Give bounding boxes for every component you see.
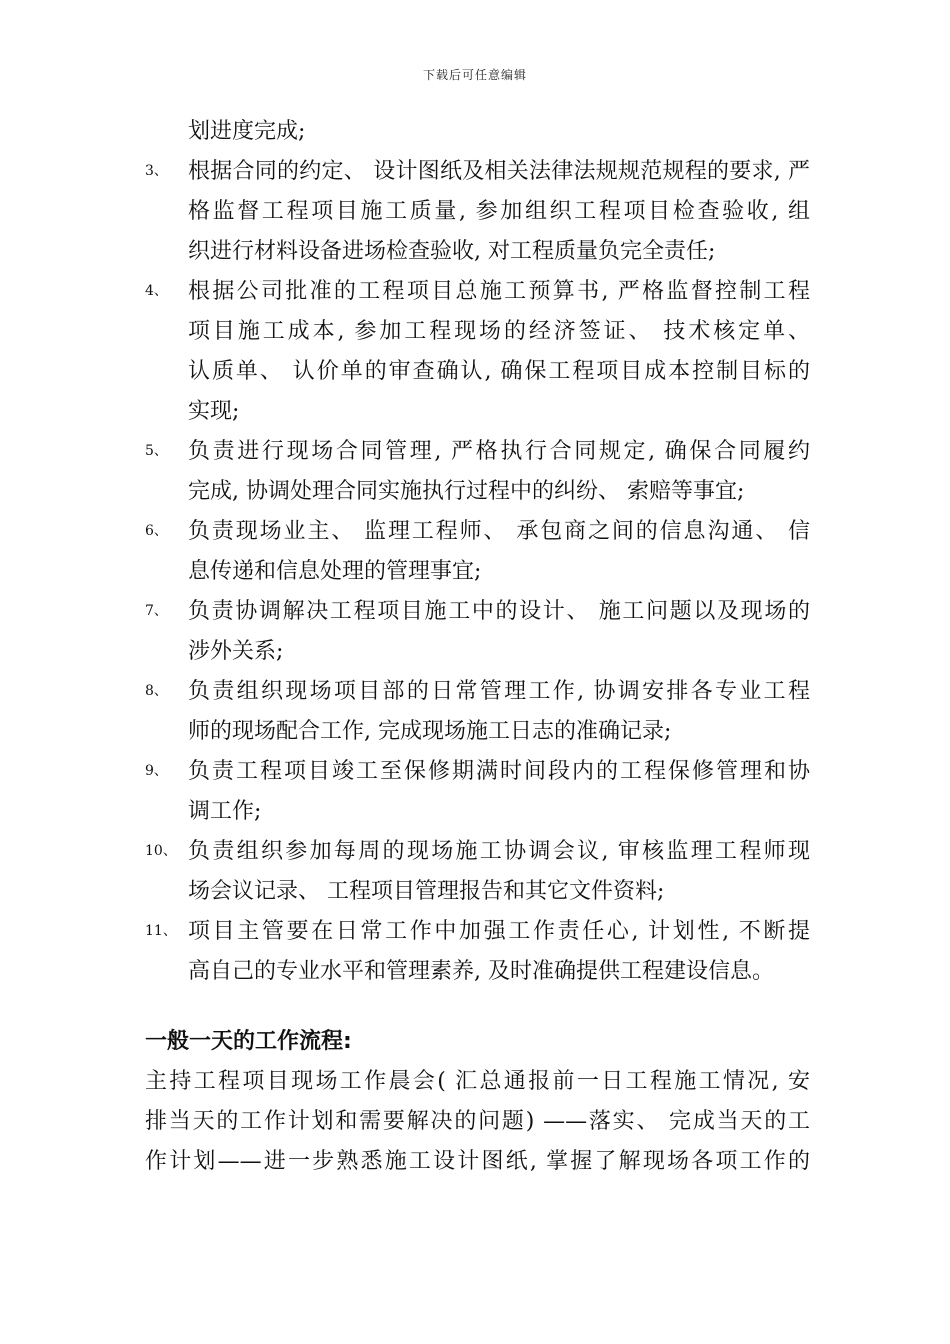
item-line: 场会议记录、 工程项目管理报告和其它文件资料; [188,879,665,904]
item-line: 负责进行现场合同管理, 严格执行合同规定, 确保合同履约 [188,439,810,464]
list-item-9 [145,758,810,825]
item-number: 7、 [145,603,168,619]
paragraph-line: 排当天的工作计划和需要解决的问题) ——落实、 完成当天的工 [145,1109,810,1134]
item-number: 6、 [145,523,168,539]
list-item-7 [145,598,810,665]
item-number: 9、 [145,763,168,779]
item-line: 织进行材料设备进场检查验收, 对工程质量负完全责任; [188,239,716,264]
paragraph-line: 作计划——进一步熟悉施工设计图纸, 掌握了解现场各项工作的 [145,1149,810,1174]
item-line: 负责组织现场项目部的日常管理工作, 协调安排各专业工程 [188,679,810,704]
item-line: 根据合同的约定、 设计图纸及相关法律法规规范规程的要求, 严 [188,159,810,184]
item-number: 11、 [145,923,177,939]
item-line: 涉外关系; [188,639,284,664]
item-line: 师的现场配合工作, 完成现场施工日志的准确记录; [188,719,672,744]
item-line: 根据公司批准的工程项目总施工预算书, 严格监督控制工程 [188,279,810,304]
item-line: 负责现场业主、 监理工程师、 承包商之间的信息沟通、 信 [188,519,810,544]
item-line: 负责工程项目竣工至保修期满时间段内的工程保修管理和协 [188,759,810,784]
item-line: 完成, 协调处理合同实施执行过程中的纠纷、 索赔等事宜; [188,479,745,504]
list-item-4 [145,278,810,425]
item-line: 项目施工成本, 参加工程现场的经济签证、 技术核定单、 [188,319,810,344]
item-line: 高自己的专业水平和管理素养, 及时准确提供工程建设信息。 [188,959,774,984]
item-line: 负责组织参加每周的现场施工协调会议, 审核监理工程师现 [188,839,810,864]
list-item-8 [145,678,810,745]
item-number: 3、 [145,163,168,179]
item-line: 负责协调解决工程项目施工中的设计、 施工问题以及现场的 [188,599,810,624]
section-heading: 一般一天的工作流程: [145,1029,352,1054]
item-line: 实现; [188,399,240,424]
list-item-5 [145,438,810,505]
item-number: 10、 [145,843,177,859]
list-item-6 [145,518,810,585]
item-line: 调工作; [188,799,262,824]
item-number: 5、 [145,443,168,459]
item-line: 认质单、 认价单的审查确认, 确保工程项目成本控制目标的 [188,359,810,384]
list-item-10 [145,838,810,905]
item-line: 息传递和信息处理的管理事宜; [188,559,482,584]
paragraph-line: 主持工程项目现场工作晨会( 汇总通报前一日工程施工情况, 安 [145,1069,810,1094]
item-number: 4、 [145,283,168,299]
page-header: 下载后可任意编辑 [422,68,527,82]
item-line: 项目主管要在日常工作中加强工作责任心, 计划性, 不断提 [188,919,810,944]
lead-line: 划进度完成; [188,119,306,144]
list-item-3 [145,158,810,265]
item-line: 格监督工程项目施工质量, 参加组织工程项目检查验收, 组 [188,199,810,224]
item-number: 8、 [145,683,168,699]
document-body [145,118,810,1175]
list-item-11 [145,918,810,985]
